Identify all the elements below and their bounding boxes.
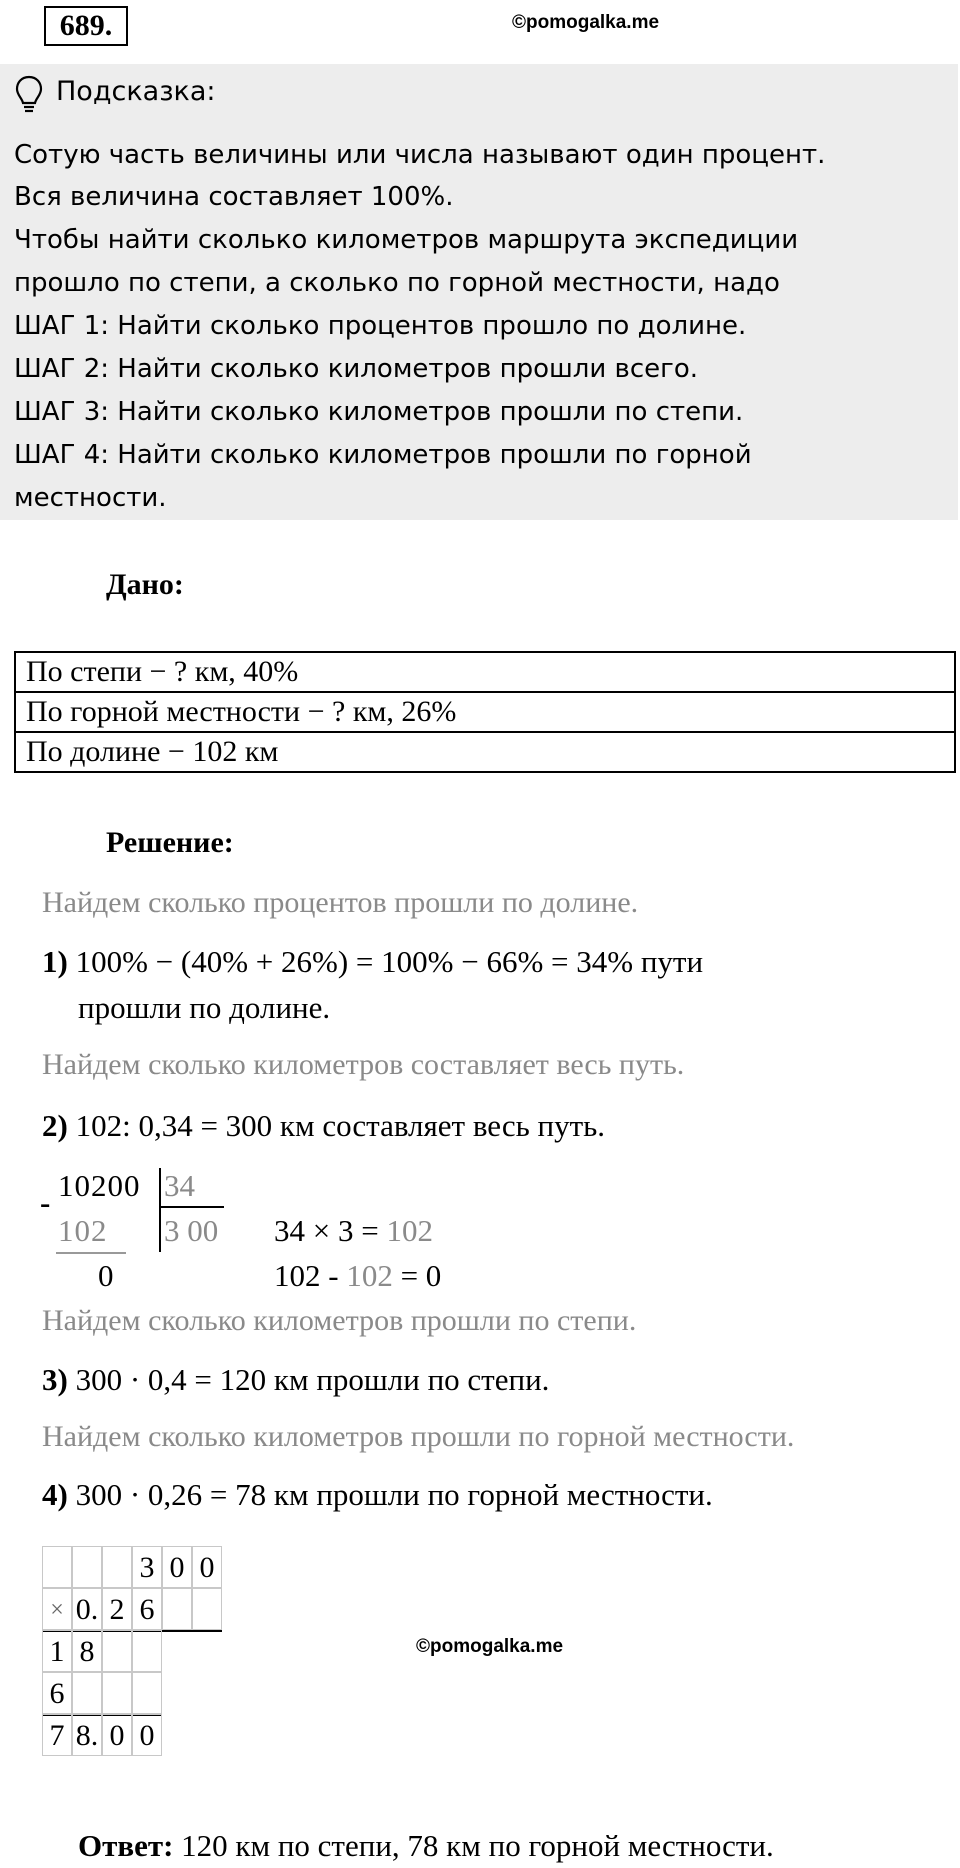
grid-cell: 3 [132,1546,162,1588]
step-expression: 100% − (40% + 26%) = 100% − 66% = 34% пути [75,944,704,979]
division-minus: - [40,1185,51,1220]
check-part: 102 [346,1258,393,1293]
grid-cell [72,1546,102,1588]
step-1 [42,944,703,980]
check-part: 34 × 3 = [274,1213,387,1248]
step-4 [42,1477,713,1513]
step-expression: 300 · 0,4 = 120 км прошли по степи. [75,1362,550,1397]
division-vertical-line [159,1168,161,1252]
solution-note: Найдем сколько километров прошли по горной местности. [42,1420,795,1453]
given-title: Дано: [106,568,184,601]
grid-cell: 6 [42,1672,72,1714]
answer-text: 120 км по степи, 78 км по горной местности. [173,1828,774,1863]
grid-cell [132,1672,162,1714]
lightbulb-icon [14,74,44,114]
table-cell: По долине − 102 км [15,732,955,772]
grid-cell [42,1546,72,1588]
step-label: ШАГ 1: [14,311,110,341]
task-number: 689. [44,6,128,46]
grid-cell [132,1630,162,1672]
answer-label: Ответ: [78,1828,174,1863]
multiply-sign: × [42,1588,72,1630]
step-label: ШАГ 3: [14,397,110,427]
grid-cell [102,1630,132,1672]
hint-step [14,440,752,470]
step-text: Найти сколько километров прошли по степи. [109,397,744,427]
solution-note: Найдем сколько километров прошли по степи. [42,1304,637,1337]
hint-line: Чтобы найти сколько километров маршрута экспедиции [14,225,799,255]
grid-cell: 2 [102,1588,132,1630]
hint-step [14,397,743,427]
table-row [15,652,955,692]
solution-title: Решение: [106,826,234,859]
table-cell: По горной местности − ? км, 26% [15,692,955,732]
hint-line: Сотую часть величины или числа называют один процент. [14,140,826,170]
step-text: Найти сколько процентов прошло по долине. [109,311,747,341]
grid-cell [162,1588,192,1630]
grid-cell [192,1588,222,1630]
division-check [274,1258,441,1294]
step-expression: 300 · 0,26 = 78 км прошли по горной местности. [75,1477,713,1512]
grid-cell: 0 [102,1714,132,1756]
grid-cell: 8 [72,1630,102,1672]
division-subtrahend: 102 [58,1213,108,1248]
division-divisor: 34 [164,1168,195,1203]
grid-cell: 6 [132,1588,162,1630]
check-part: 102 [386,1213,433,1248]
step-number: 4) [42,1477,68,1512]
table-row [15,732,955,772]
given-table [14,651,956,773]
grid-cell: 7 [42,1714,72,1756]
grid-cell: 8. [72,1714,102,1756]
grid-cell [102,1672,132,1714]
solution-note: Найдем сколько километров составляет весь путь. [42,1048,685,1081]
division-horizontal-line [161,1206,224,1208]
multiplication-grid [42,1546,224,1766]
grid-cell: 0 [192,1546,222,1588]
step-text: Найти сколько километров прошли всего. [109,354,699,384]
check-part: 102 - [274,1258,347,1293]
grid-cell [72,1672,102,1714]
answer [78,1828,774,1864]
table-row [15,692,955,732]
check-part: = 0 [392,1258,442,1293]
step-label: ШАГ 2: [14,354,110,384]
step-number: 1) [42,944,68,979]
step-expression: 102: 0,34 = 300 км составляет весь путь. [75,1108,605,1143]
division-dividend: 10200 [58,1168,141,1203]
watermark: ©pomogalka.me [416,1636,564,1657]
hint-line: прошло по степи, а сколько по горной местности, надо [14,268,780,298]
hint-line: Вся величина составляет 100%. [14,182,454,212]
division-check [274,1213,433,1249]
division-underline [56,1252,126,1254]
step-text: Найти сколько километров прошли по горной [109,440,752,470]
division-remainder: 0 [98,1258,114,1293]
watermark: ©pomogalka.me [512,12,660,33]
solution-note: Найдем сколько процентов прошли по долине. [42,886,639,919]
grid-cell: 0. [72,1588,102,1630]
grid-cell [102,1546,132,1588]
step-label: ШАГ 4: [14,440,110,470]
grid-cell: 0 [132,1714,162,1756]
step-number: 2) [42,1108,68,1143]
hint-line: местности. [14,483,167,513]
division-quotient: 3 00 [164,1213,219,1248]
hint-title: Подсказка: [56,76,216,107]
hint-step [14,354,698,384]
step-1-continuation: прошли по долине. [78,990,331,1025]
step-2 [42,1108,605,1144]
hint-step [14,311,746,341]
step-3 [42,1362,549,1398]
step-number: 3) [42,1362,68,1397]
grid-cell: 0 [162,1546,192,1588]
grid-cell: 1 [42,1630,72,1672]
table-cell: По степи − ? км, 40% [15,652,955,692]
